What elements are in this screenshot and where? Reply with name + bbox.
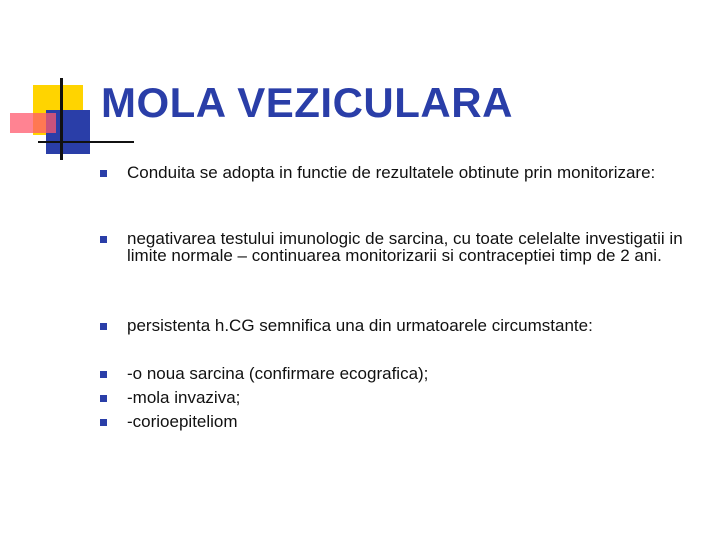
logo-horizontal-line [38, 141, 134, 143]
bullet-text: -o noua sarcina (confirmare ecografica); [127, 364, 429, 383]
square-bullet-icon [100, 395, 107, 402]
square-bullet-icon [100, 170, 107, 177]
square-bullet-icon [100, 419, 107, 426]
bullet-text: -mola invaziva; [127, 388, 241, 407]
slide-title: MOLA VEZICULARA [101, 79, 513, 126]
logo-red-bar [10, 113, 56, 133]
square-bullet-icon [100, 236, 107, 243]
square-bullet-icon [100, 371, 107, 378]
bullet-text: negativarea testului imunologic de sarcina, cu toate celelalte investigatii in limite normale – continuarea monitorizarii si contraceptiei timp de 2 ani. [127, 229, 683, 265]
bullet-text: persistenta h.CG semnifica una din urmatoarele circumstante: [127, 316, 593, 335]
logo-vertical-line [60, 78, 63, 160]
square-bullet-icon [100, 323, 107, 330]
bullet-text: Conduita se adopta in functie de rezultatele obtinute prin monitorizare: [127, 163, 656, 182]
bullet-text: -corioepiteliom [127, 412, 238, 431]
